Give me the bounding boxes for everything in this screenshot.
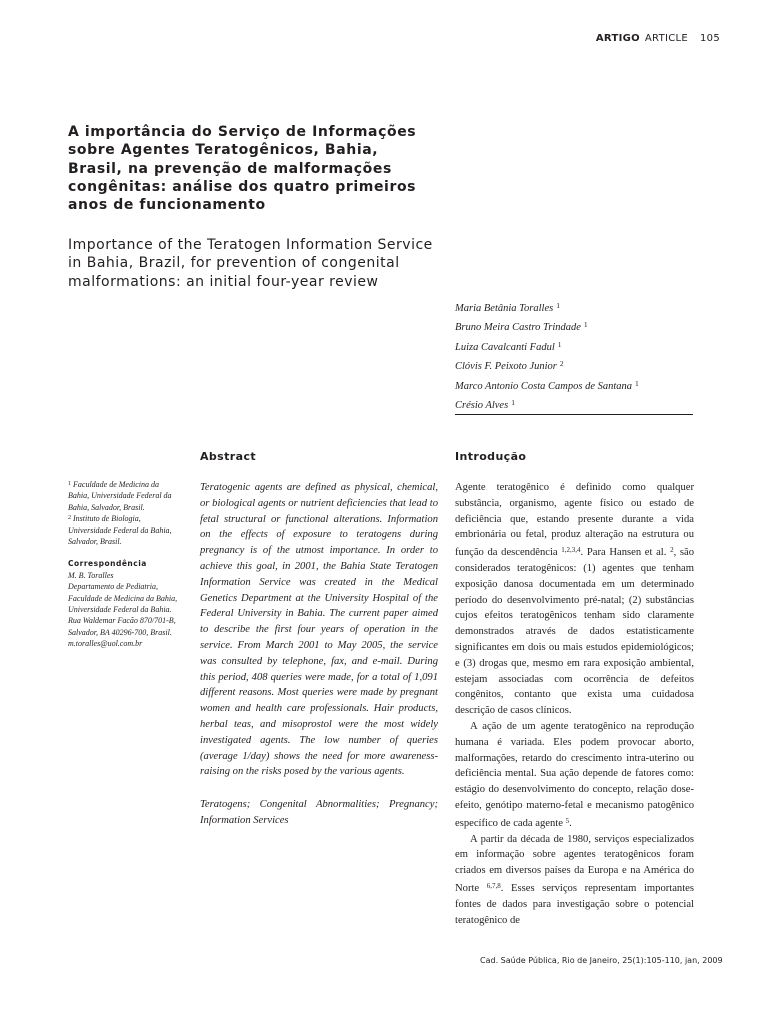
affiliation: $^1$ Faculdade de Medicina da Bahia, Universidade Federal da Bahia, Salvador, Brasil. [68, 480, 172, 512]
page-number: 105 [700, 33, 720, 44]
correspondence-line: M. B. Toralles [68, 570, 114, 580]
correspondence-line: Departamento de Pediatria, Faculdade de Medicina da Bahia, Universidade Federal da Bahia. [68, 582, 178, 615]
title-portuguese: A importância do Serviço de Informações sobre Agentes Teratogênicos, Bahia, Brasil, na prevenção de malformações congênitas: análise dos quatro primeiros anos de funcionamento [68, 124, 417, 214]
affiliation: $^2$ Instituto de Biologia, Universidade Federal da Bahia, Salvador, Brasil. [68, 514, 172, 547]
correspondence-email: m.toralles@uol.com.br [68, 639, 143, 649]
section-label-en: ARTICLE [644, 33, 688, 44]
keywords: Teratogens; Congenital Abnormalities; Pregnancy; Information Services [200, 799, 438, 826]
paragraph: A partir da década de 1980, serviços especializados em informação sobre agentes teratogênicos foram criados em diversos países da Europa e na América do Norte $^{6,7,8}$. Esses serviços representam importantes fontes de dados para investigação sobre o potencial teratogênico de [455, 833, 694, 926]
citation-ref: 5 [565, 816, 570, 825]
section-label: ARTIGO [595, 33, 640, 44]
abstract-body [200, 480, 438, 829]
author: Crésio Alves $^1$ [455, 398, 515, 412]
affiliations-sidebar [68, 479, 180, 650]
paragraph: Agente teratogênico é definido como qualquer substância, organismo, agente físico ou estado de deficiência que, estando presente durante a vida embrionária ou fetal, produz alteração na estrutura ou função da descendência $^{1,2,3,4}$. Para Hansen et al. $^2$, são considerados teratogênicos: (1) agentes que tenham exposição danosa documentada em um determinado período do desenvolvimento pré-natal; (2) substâncias cujos efeitos teratogênicos tenham sido claramente demonstrados através de dados estatisticamente significantes em dois ou mais estudos epidemiológicos; e (3) drogas que, mesmo em rara exposição ambiental, estejam associadas com ocorrência de defeitos congênitos, contanto que exista uma cuidadosa descrição de casos clínicos. [455, 482, 694, 717]
citation-ref: 2 [670, 546, 674, 555]
introduction-heading: Introdução [455, 450, 527, 463]
paragraph: A ação de um agente teratogênico na reprodução humana é variada. Eles podem provocar aborto, malformações, retardo do crescimento intra-uterino ou deficiência mental. Sua ação depende de fatores como: estágio do desenvolvimento do concepto, relação dose-efeito, genótipo materno-fetal e mecanismo patogênico específico de cada agente $^5$. [455, 720, 694, 829]
abstract-heading: Abstract [200, 450, 257, 463]
author: Luiza Cavalcanti Fadul $^1$ [455, 339, 562, 353]
author: Clóvis F. Peixoto Junior $^2$ [455, 359, 564, 373]
abstract-text: Teratogenic agents are defined as physical, chemical, or biological agents or nutrient deficiencies that lead to fetal structural or functional alterations. Information on the effects of exposure to teratogens during pregnancy is of the utmost importance. In order to achieve this goal, in 2001, the Bahia State Teratogen Information Service was created in the Medical Genetics Department at the University Hospital of the Federal University in Bahia. The current paper aimed to describe the first four years of operation in the service. From March 2001 to May 2005, the service was consulted by telephone, fax, and e-mail. During this period, 408 queries were made, for a total of 1,091 different reasons. Most queries were made by pregnant women and health care professionals. Hair products, herbal teas, and misoprostol were the most widely investigated agents. The low number of queries (average 1/day) shows the need for more awareness-raising on the risks posed by the various agents. [200, 482, 438, 778]
introduction-body [455, 480, 694, 928]
journal-citation-footer: Cad. Saúde Pública, Rio de Janeiro, 25(1):105-110, jan, 2009 [480, 956, 723, 965]
citation-ref: 6,7,8 [486, 881, 501, 890]
author: Marco Antonio Costa Campos de Santana $^1$ [455, 378, 639, 392]
citation-ref: 1,2,3,4 [561, 546, 581, 555]
title-english: Importance of the Teratogen Information Service in Bahia, Brazil, for prevention of congenital malformations: an initial four-year review [68, 237, 433, 290]
author-list [455, 298, 725, 414]
author: Maria Betânia Toralles $^1$ [455, 301, 560, 314]
correspondence-line: Rua Waldemar Facão 870/701-B, Salvador, BA 40296-700, Brasil. [68, 616, 176, 637]
author: Bruno Meira Castro Trindade $^1$ [455, 320, 588, 334]
correspondence-heading: Correspondência [68, 559, 147, 569]
running-header [560, 33, 720, 44]
author-divider [455, 414, 693, 415]
